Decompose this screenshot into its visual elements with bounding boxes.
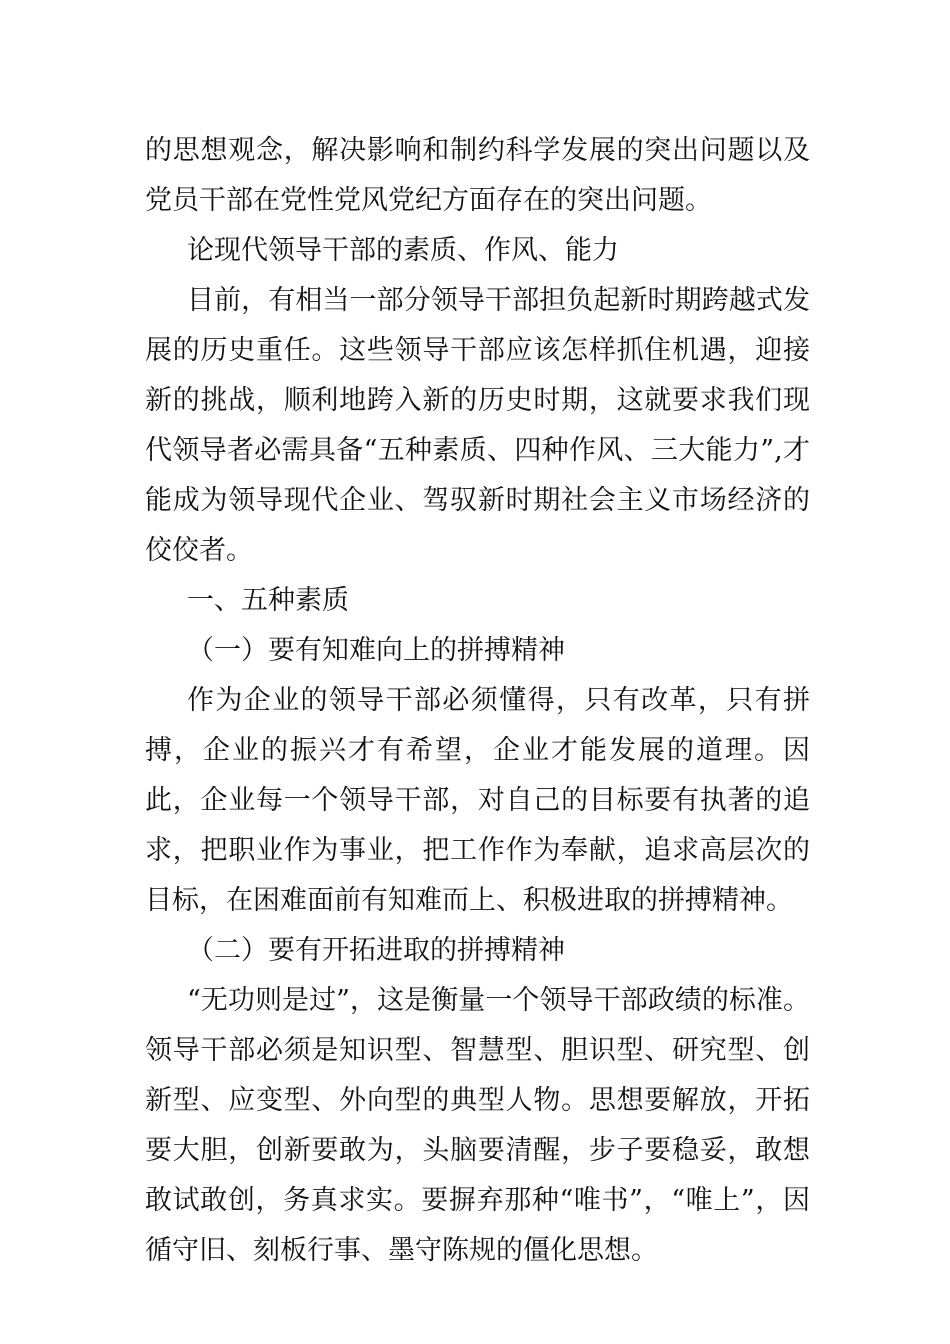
paragraph-continuation: 的思想观念，解决影响和制约科学发展的突出问题以及党员干部在党性党风党纪方面存在的突出问题。 <box>145 135 810 216</box>
document-body <box>145 126 810 1276</box>
paragraph-intro: 目前，有相当一部分领导干部担负起新时期跨越式发展的历史重任。这些领导干部应该怎样抓住机遇，迎接新的挑战，顺利地跨入新的历史时期，这就要求我们现代领导者必需具备“五种素质、四种作风、三大能力”,才能成为领导现代企业、驾驭新时期社会主义市场经济的佼佼者。 <box>145 285 810 566</box>
article-title: 论现代领导干部的素质、作风、能力 <box>187 235 619 266</box>
paragraph-subsection-2: “无功则是过”，这是衡量一个领导干部政绩的标准。领导干部必须是知识型、智慧型、胆识型、研究型、创新型、应变型、外向型的典型人物。思想要解放，开拓要大胆，创新要敢为，头脑要清醒，步子要稳妥，敢想敢试敢创，务真求实。要摒弃那种“唯书”，“唯上”，因循守旧、刻板行事、墨守陈规的僵化思想。 <box>145 985 810 1266</box>
section-heading-five-qualities: 一、五种素质 <box>187 585 349 616</box>
subsection-heading-1: （一）要有知难向上的拼搏精神 <box>187 635 565 666</box>
paragraph-subsection-1: 作为企业的领导干部必须懂得，只有改革，只有拼搏，企业的振兴才有希望，企业才能发展的道理。因此，企业每一个领导干部，对自己的目标要有执著的追求，把职业作为事业，把工作作为奉献，追求高层次的目标，在困难面前有知难而上、积极进取的拼搏精神。 <box>145 685 810 916</box>
subsection-heading-2: （二）要有开拓进取的拼搏精神 <box>187 935 565 966</box>
